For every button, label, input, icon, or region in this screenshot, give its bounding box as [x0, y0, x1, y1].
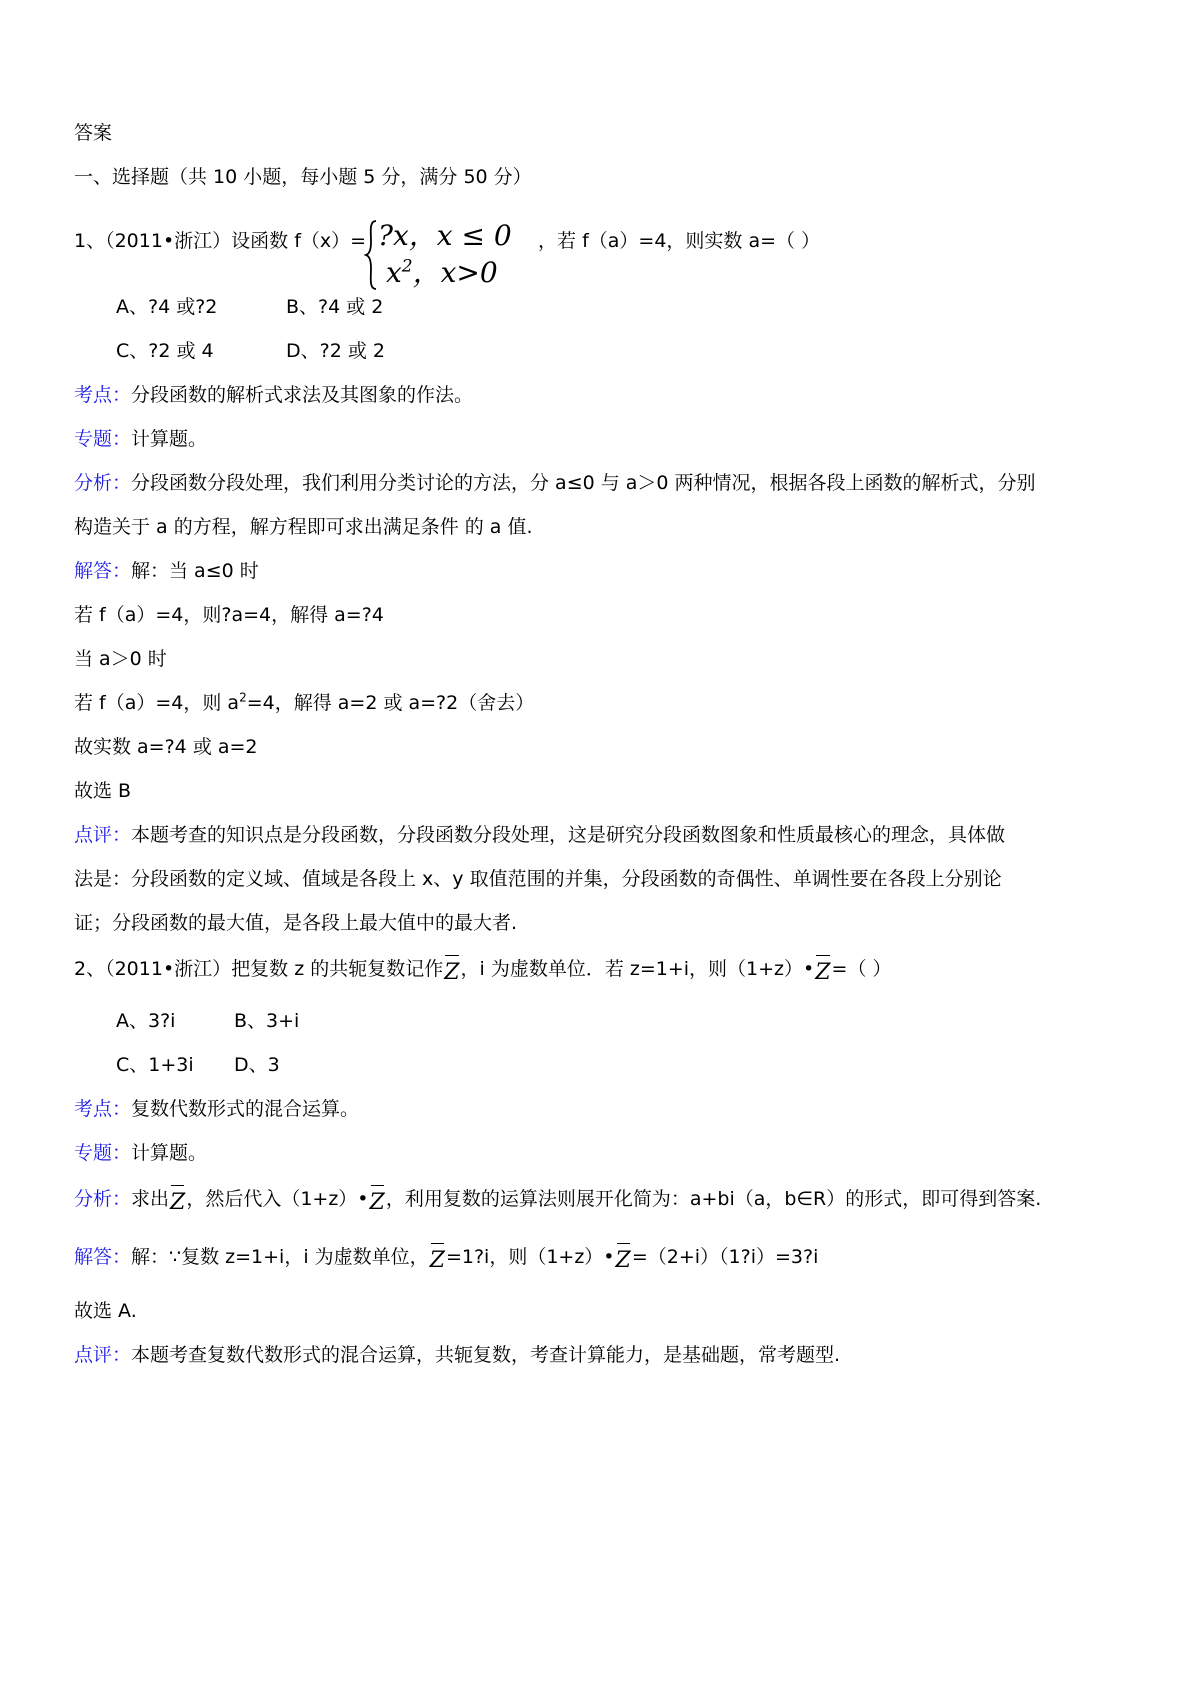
- q1-fenxi-text-1: 分段函数分段处理，我们利用分类讨论的方法，分 a≤0 与 a＞0 两种情况，根据各段上函数的解析式，分别: [131, 472, 1036, 494]
- q2-kaodian: [74, 1096, 359, 1122]
- q2-dianping-text: 本题考查复数代数形式的混合运算，共轭复数，考查计算能力，是基础题，常考题型.: [131, 1344, 841, 1366]
- q1-stem-a: 1、（2011•浙江）设函数 f（x）=: [74, 230, 367, 252]
- q2-options-row-1: [116, 1008, 299, 1034]
- q1-dianping-text-1: 本题考查的知识点是分段函数，分段函数分段处理，这是研究分段函数图象和性质最核心的理念，具体做: [131, 824, 1006, 846]
- q2-kaodian-text: 复数代数形式的混合运算。: [131, 1098, 360, 1120]
- q1-dianping-3: 证；分段函数的最大值，是各段上最大值中的最大者.: [74, 912, 518, 934]
- q1-jieda-6: 故选 B: [74, 780, 132, 802]
- q2-kaodian-label: 考点：: [74, 1098, 132, 1120]
- q2-option-d: D、3: [234, 1054, 280, 1076]
- q1-case-2: [386, 255, 498, 291]
- q2-jieda-b: =1?i，则（1+z）•: [445, 1246, 615, 1268]
- q2-jieda-c: =（2+i）（1?i）=3?i: [631, 1246, 819, 1268]
- z-conjugate: Z: [369, 1190, 385, 1215]
- z-conjugate: Z: [615, 1248, 631, 1273]
- q2-stem-c: =（ ）: [831, 958, 892, 980]
- z-conjugate: Z: [444, 960, 460, 985]
- q1-fenxi: [74, 470, 1036, 496]
- q2-stem-a: 2、（2011•浙江）把复数 z 的共轭复数记作: [74, 958, 444, 980]
- q1-options-row-2: [116, 338, 385, 364]
- q2-dianping-label: 点评：: [74, 1344, 132, 1366]
- q2-fenxi-c: ，利用复数的运算法则展开化简为：a+bi（a，b∈R）的形式，即可得到答案.: [385, 1188, 1042, 1210]
- q1-fenxi-label: 分析：: [74, 472, 132, 494]
- q2-stem-b: ，i 为虚数单位．若 z=1+i，则（1+z）•: [460, 958, 815, 980]
- q1-options-row-1: [116, 294, 383, 320]
- q1-jieda-text-1: 解：当 a≤0 时: [131, 560, 259, 582]
- q1-kaodian-label: 考点：: [74, 384, 132, 406]
- q1-option-c: C、?2 或 4: [116, 340, 214, 362]
- q1-dianping-2: 法是：分段函数的定义域、值域是各段上 x、y 取值范围的并集，分段函数的奇偶性、单调性要在各段上分别论: [74, 868, 1002, 890]
- q1-jieda-2: 若 f（a）=4，则?a=4，解得 a=?4: [74, 604, 384, 626]
- q2-fenxi: [74, 1186, 1041, 1214]
- q1-jieda-4: [74, 690, 534, 716]
- q2-stem: [74, 956, 892, 984]
- q2-option-b: B、3+i: [234, 1010, 300, 1032]
- q2-zhuanti: [74, 1140, 207, 1166]
- q1-jieda: [74, 558, 259, 584]
- q2-jieda-label: 解答：: [74, 1246, 132, 1268]
- q2-jieda: [74, 1244, 818, 1272]
- q1-jieda-5: 故实数 a=?4 或 a=2: [74, 736, 258, 758]
- q1-fenxi-cont: 构造关于 a 的方程，解方程即可求出满足条件 的 a 值.: [74, 516, 533, 538]
- q1-jieda-3: 当 a＞0 时: [74, 648, 167, 670]
- q2-zhuanti-text: 计算题。: [131, 1142, 208, 1164]
- q1-dianping-label: 点评：: [74, 824, 132, 846]
- q1-zhuanti-text: 计算题。: [131, 428, 208, 450]
- q2-jieda-a: 解：∵复数 z=1+i，i 为虚数单位，: [131, 1246, 429, 1268]
- q2-option-c: C、1+3i: [116, 1054, 194, 1076]
- z-conjugate: Z: [170, 1190, 186, 1215]
- q1-case-2-rest: ，x>0: [412, 256, 498, 289]
- q1-kaodian: [74, 382, 473, 408]
- page-title: 答案: [74, 122, 113, 144]
- q1-option-a: A、?4 或?2: [116, 296, 218, 318]
- q1-jieda-4b: =4，解得 a=2 或 a=?2（舍去）: [246, 692, 535, 714]
- q2-jieda-2: 故选 A.: [74, 1300, 137, 1322]
- z-conjugate: Z: [815, 960, 831, 985]
- q1-stem-b: ，若 f（a）=4，则实数 a=（ ）: [538, 230, 821, 252]
- q1-dianping: [74, 822, 1005, 848]
- z-conjugate: Z: [429, 1248, 445, 1273]
- q1-jieda-4-exp: 2: [239, 690, 247, 705]
- brace-icon: [364, 218, 378, 292]
- q2-zhuanti-label: 专题：: [74, 1142, 132, 1164]
- q1-case-2-exp: 2: [401, 256, 413, 277]
- q1-case-1: ?x，x ≤ 0: [378, 219, 512, 252]
- q1-option-d: D、?2 或 2: [286, 340, 385, 362]
- q2-fenxi-label: 分析：: [74, 1188, 132, 1210]
- q1-case-2-x: x: [386, 256, 402, 289]
- q1-kaodian-text: 分段函数的解析式求法及其图象的作法。: [131, 384, 474, 406]
- q2-options-row-2: [116, 1052, 280, 1078]
- section-heading: 一、选择题（共 10 小题，每小题 5 分，满分 50 分）: [74, 166, 532, 188]
- q1-jieda-label: 解答：: [74, 560, 132, 582]
- q1-zhuanti: [74, 426, 207, 452]
- q1-option-b: B、?4 或 2: [286, 296, 384, 318]
- q2-fenxi-a: 求出: [131, 1188, 170, 1210]
- q2-fenxi-b: ，然后代入（1+z）•: [186, 1188, 369, 1210]
- q1-piecewise-formula: [364, 218, 544, 292]
- q1-zhuanti-label: 专题：: [74, 428, 132, 450]
- q2-option-a: A、3?i: [116, 1010, 176, 1032]
- q1-jieda-4a: 若 f（a）=4，则 a: [74, 692, 240, 714]
- q2-dianping: [74, 1342, 840, 1368]
